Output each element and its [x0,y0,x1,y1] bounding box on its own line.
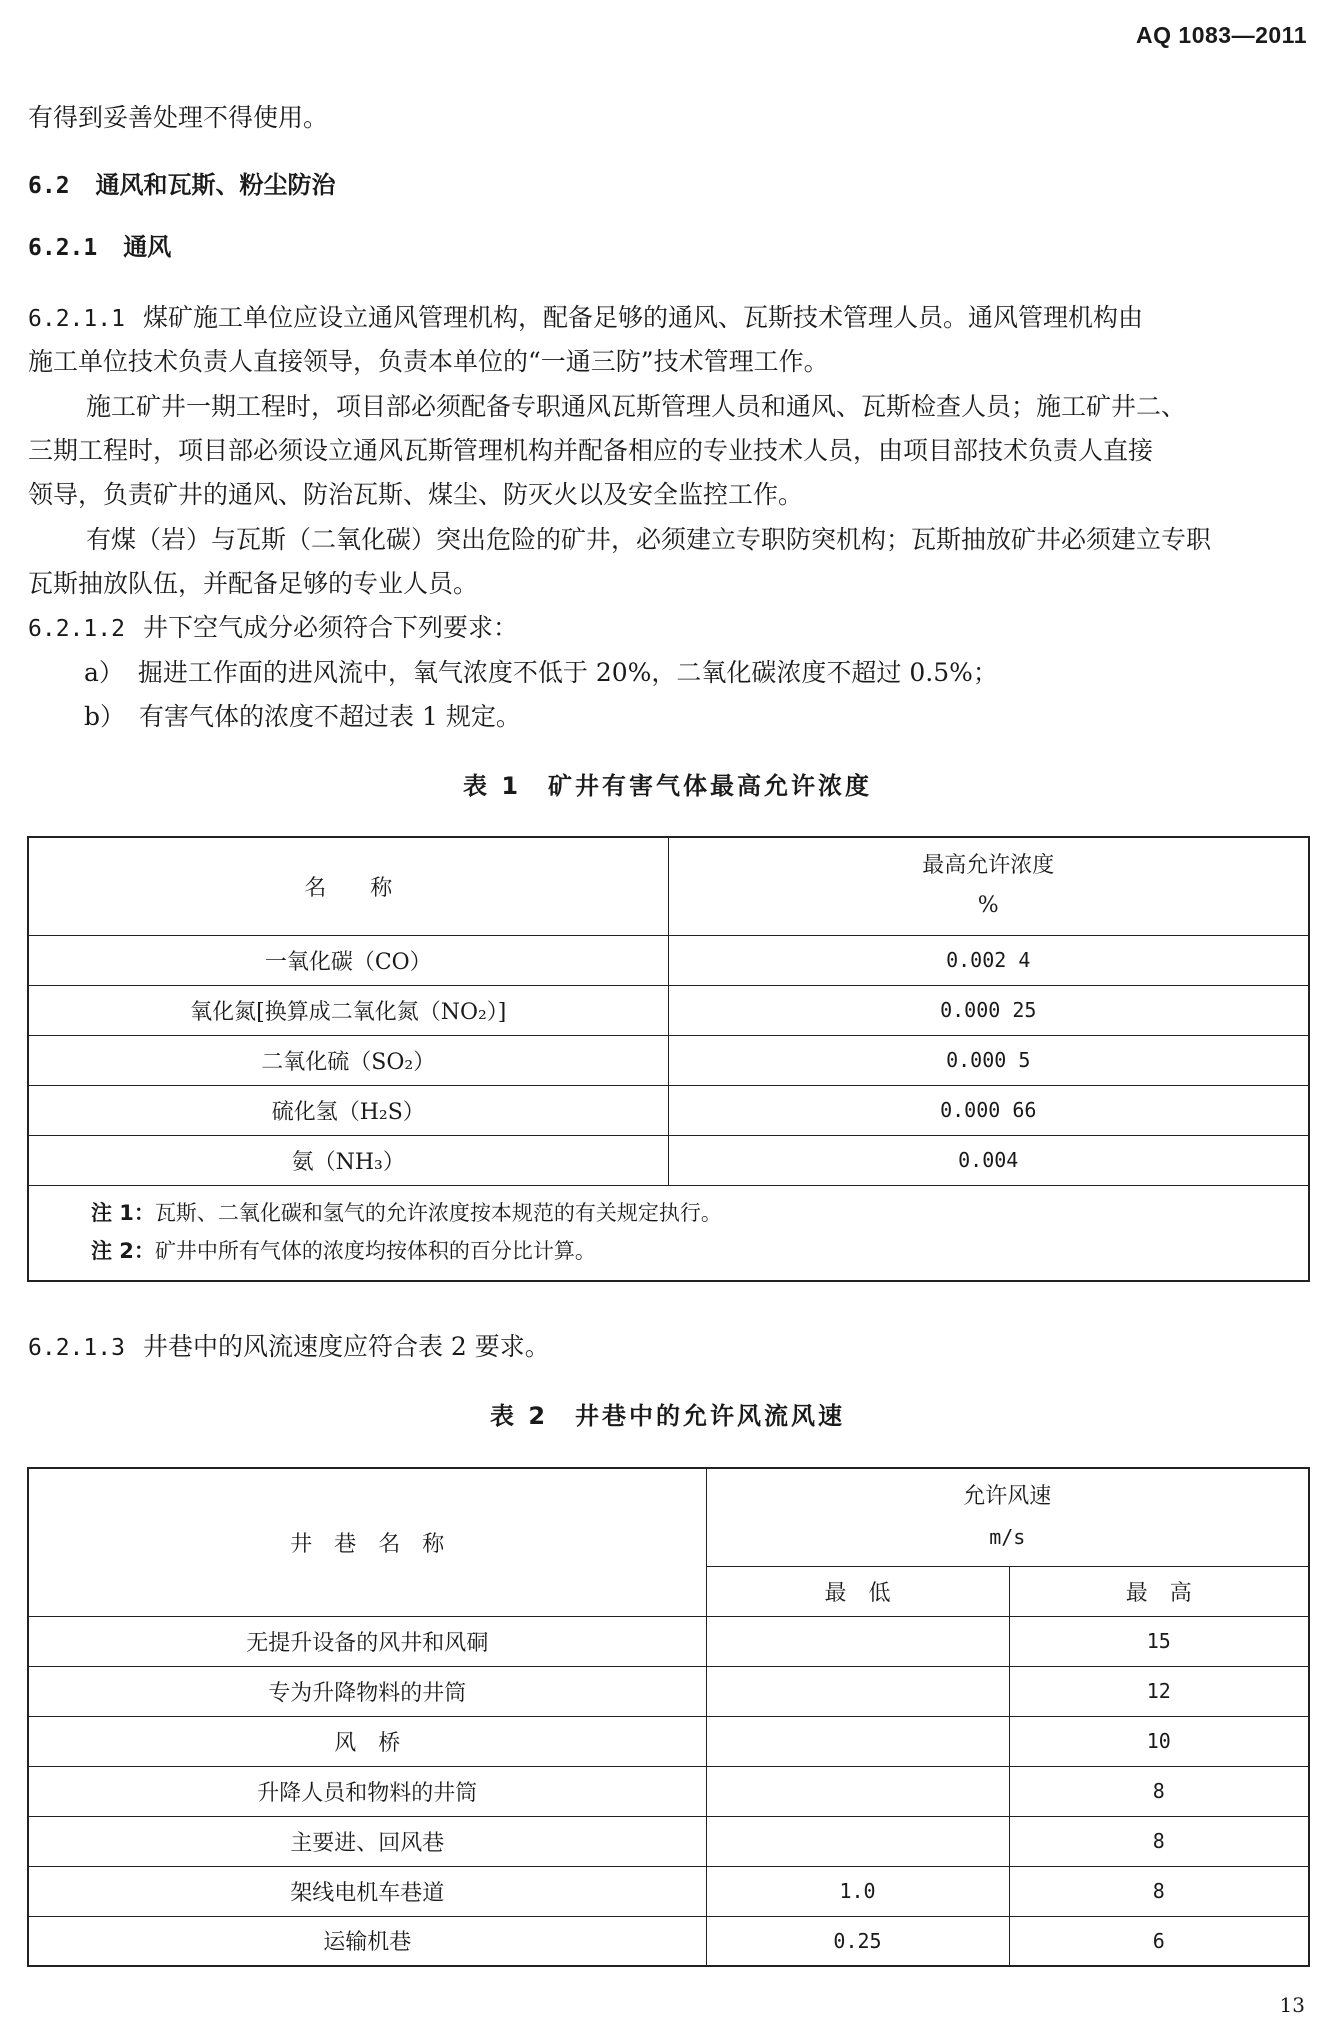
table-row [28,1866,1309,1916]
list-item-text: 有害气体的浓度不超过表 1 规定。 [139,702,521,731]
note-label: 注 1： [91,1200,155,1225]
roadway-name: 升降人员和物料的井筒 [28,1766,706,1816]
roadway-name: 运输机巷 [28,1916,706,1966]
column-header-name: 井 巷 名 称 [28,1468,706,1616]
column-header-speed [706,1468,1309,1566]
gas-max-concentration: 0.002 4 [668,935,1309,985]
clause-number: 6.2.1.2 [28,616,125,642]
clause-text: 井巷中的风流速度应符合表 2 要求。 [142,1332,550,1361]
max-speed: 8 [1009,1766,1309,1816]
list-item-label: b） [84,702,126,731]
note-text: 矿井中所有气体的浓度均按体积的百分比计算。 [154,1238,596,1263]
min-speed: 1.0 [706,1866,1009,1916]
table-row [28,1666,1309,1716]
column-header-label: 最高允许浓度 [922,853,1055,879]
column-header-unit: % [977,893,999,919]
table-note [91,1194,1308,1232]
table-2-caption: 表 2 井巷中的允许风流风速 [489,1402,846,1430]
table-notes-row [28,1185,1309,1281]
list-item-label: a） [84,658,124,687]
gas-max-concentration: 0.000 5 [668,1035,1309,1085]
table-row [28,1816,1309,1866]
roadway-name: 无提升设备的风井和风硐 [28,1616,706,1666]
gas-max-concentration: 0.000 66 [668,1085,1309,1135]
column-header-name: 名 称 [28,837,668,935]
gas-max-concentration: 0.000 25 [668,985,1309,1035]
max-speed: 8 [1009,1866,1309,1916]
paragraph-line: 有煤（岩）与瓦斯（二氧化碳）突出危险的矿井，必须建立专职防突机构；瓦斯抽放矿井必须建立专职 [86,525,1212,554]
paragraph-line: 施工矿井一期工程时，项目部必须配备专职通风瓦斯管理人员和通风、瓦斯检查人员；施工矿井二、 [86,392,1187,421]
table-row [28,1716,1309,1766]
clause-6-2-1-2 [28,606,1311,651]
section-title: 通风和瓦斯、粉尘防治 [95,171,336,199]
section-6-2-heading [28,163,1311,208]
table-header-row [28,1468,1309,1566]
table-note [91,1232,1308,1270]
paragraph-line: 领导，负责矿井的通风、防治瓦斯、煤尘、防灭火以及安全监控工作。 [28,480,804,509]
clause-number: 6.2.1.3 [28,1335,125,1361]
column-header-label: 允许风速 [963,1484,1052,1510]
clause-6-2-1-1-line-1 [28,296,1311,341]
min-speed [706,1716,1009,1766]
min-speed: 0.25 [706,1916,1009,1966]
table-1 [27,836,1310,1282]
table-2 [27,1467,1310,1967]
table-row [28,935,1309,985]
paragraph-line: 三期工程时，项目部必须设立通风瓦斯管理机构并配备相应的专业技术人员，由项目部技术负责人直接 [28,436,1154,465]
min-speed [706,1616,1009,1666]
min-speed [706,1766,1009,1816]
max-speed: 12 [1009,1666,1309,1716]
table-row [28,1135,1309,1185]
list-item-a [84,651,1311,695]
roadway-name: 主要进、回风巷 [28,1816,706,1866]
section-number: 6.2 [28,173,70,199]
gas-name: 氧化氮[换算成二氧化氮（NO₂）] [28,985,668,1035]
min-speed [706,1666,1009,1716]
section-number: 6.2.1 [28,235,98,261]
list-item-b [84,695,1311,739]
roadway-name: 专为升降物料的井筒 [28,1666,706,1716]
min-speed [706,1816,1009,1866]
table-1-caption: 表 1 矿井有害气体最高允许浓度 [462,772,873,800]
column-header-unit: m/s [989,1525,1026,1550]
table-row [28,1766,1309,1816]
max-speed: 10 [1009,1716,1309,1766]
list-item-text: 掘进工作面的进风流中，氧气浓度不低于 20%，二氧化碳浓度不超过 0.5%； [137,658,998,687]
clause-text: 煤矿施工单位应设立通风管理机构，配备足够的通风、瓦斯技术管理人员。通风管理机构由 [142,303,1143,332]
table-row [28,1916,1309,1966]
max-speed: 6 [1009,1916,1309,1966]
clause-number: 6.2.1.1 [28,306,125,332]
column-header-min: 最 低 [706,1566,1009,1616]
section-6-2-1-heading [28,225,1311,270]
roadway-name: 风 桥 [28,1716,706,1766]
note-label: 注 2： [91,1238,155,1263]
max-speed: 8 [1009,1816,1309,1866]
gas-max-concentration: 0.004 [668,1135,1309,1185]
column-header-max: 最 高 [1009,1566,1309,1616]
gas-name: 一氧化碳（CO） [28,935,668,985]
page-number: 13 [1279,1993,1305,2017]
table-row [28,1085,1309,1135]
gas-name: 硫化氢（H₂S） [28,1085,668,1135]
column-header-concentration [668,837,1309,935]
document-code: AQ 1083—2011 [1136,22,1307,48]
roadway-name: 架线电机车巷道 [28,1866,706,1916]
table-row [28,985,1309,1035]
gas-name: 氨（NH₃） [28,1135,668,1185]
note-text: 瓦斯、二氧化碳和氢气的允许浓度按本规范的有关规定执行。 [154,1200,722,1225]
table-row [28,1616,1309,1666]
section-title: 通风 [123,233,172,261]
table-header-row [28,837,1309,935]
clause-6-2-1-3 [28,1325,1311,1370]
gas-name: 二氧化硫（SO₂） [28,1035,668,1085]
clause-6-2-1-1-line-2: 施工单位技术负责人直接领导，负责本单位的“一通三防”技术管理工作。 [28,347,829,376]
clause-text: 井下空气成分必须符合下列要求： [142,613,518,642]
paragraph-line: 瓦斯抽放队伍，并配备足够的专业人员。 [28,569,479,598]
table-notes [28,1185,1309,1281]
max-speed: 15 [1009,1616,1309,1666]
carry-over-line: 有得到妥善处理不得使用。 [28,103,329,132]
table-row [28,1035,1309,1085]
